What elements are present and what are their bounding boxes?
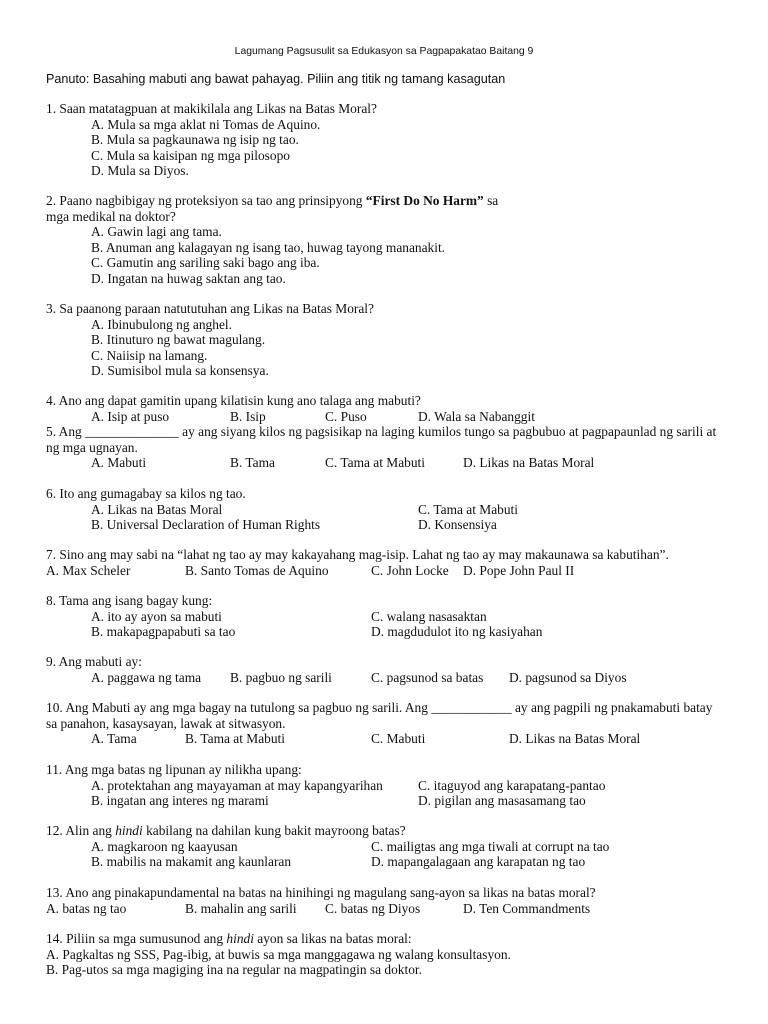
option-c: C. Naiisip na lamang. — [91, 347, 208, 363]
option-a: A. ito ay ayon sa mabuti — [91, 608, 222, 624]
question-text: 12. Alin ang hindi kabilang na dahilan kung bakit mayroong batas? — [46, 823, 406, 838]
question-8 — [46, 593, 726, 640]
option-b: B. pagbuo ng sarili — [230, 669, 332, 685]
option-c: C. Gamutin ang sariling saki bago ang iba. — [91, 255, 320, 270]
option-a: A. magkaroon ng kaayusan — [91, 838, 238, 854]
option-d: D. Sumisibol mula sa konsensya. — [91, 363, 269, 378]
option-d: D. Likas na Batas Moral — [509, 731, 641, 746]
instructions: Panuto: Basahing mabuti ang bawat pahayag. Piliin ang titik ng tamang kasagutan — [46, 72, 506, 86]
option-d: D. Pope John Paul II — [463, 562, 575, 578]
option-b: B. Itinuturo ng bawat magulang. — [91, 332, 266, 347]
emphasis-hindi: hindi — [115, 823, 143, 838]
question-text: 13. Ano ang pinakapundamental na batas na hinihingi ng magulang sang-ayon sa likas na batas moral? — [46, 885, 596, 900]
emphasis-hindi: hindi — [226, 931, 254, 946]
option-d: D. pigilan ang masasamang tao — [418, 793, 586, 808]
option-d: D. magdudulot ito ng kasiyahan — [371, 624, 543, 639]
question-text: 5. Ang ______________ ay ang siyang kilos ng pagsisikap na laging kumilos tungo sa pagbubuo at pagpapaunlad ng sarili at ng mga ugnayan. — [46, 424, 717, 455]
question-3 — [46, 301, 726, 379]
question-text: 1. Saan matatagpuan at makikilala ang Likas na Batas Moral? — [46, 101, 377, 116]
question-text: 2. Paano nagbibigay ng proteksiyon sa tao ang prinsipyong “First Do No Harm” sa — [46, 193, 499, 208]
option-d: D. Likas na Batas Moral — [463, 455, 595, 470]
option-b: B. mabilis na makamit ang kaunlaran — [91, 854, 292, 869]
question-6 — [46, 486, 726, 533]
question-10 — [46, 700, 726, 747]
option-d: D. Ten Commandments — [463, 900, 591, 916]
option-b: B. Anuman ang kalagayan ng isang tao, huwag tayong mananakit. — [91, 239, 446, 255]
option-c: C. batas ng Diyos — [325, 900, 421, 916]
question-text: 11. Ang mga batas ng lipunan ay nilikha upang: — [46, 762, 302, 777]
option-d: D. pagsunod sa Diyos — [509, 669, 627, 685]
option-a: A. Isip at puso — [91, 408, 170, 424]
option-b: B. Universal Declaration of Human Rights — [91, 517, 321, 532]
option-a: A. protektahan ang mayayaman at may kapangyarihan — [91, 777, 383, 793]
document-title: Lagumang Pagsusulit sa Edukasyon sa Pagpapakatao Baitang 9 — [234, 46, 534, 57]
option-a: A. paggawa ng tama — [91, 669, 202, 685]
question-text-continued: mga medikal na doktor? — [46, 208, 176, 224]
option-c: C. mailigtas ang mga tiwali at corrupt na tao — [371, 838, 610, 854]
question-13 — [46, 885, 726, 916]
question-12 — [46, 823, 726, 870]
option-b: B. Santo Tomas de Aquino — [185, 562, 329, 578]
option-a: A. Likas na Batas Moral — [91, 501, 223, 517]
option-d: D. Konsensiya — [418, 517, 497, 532]
option-a: A. batas ng tao — [46, 900, 127, 916]
question-9 — [46, 654, 726, 685]
question-text: 4. Ano ang dapat gamitin upang kilatisin kung ano talaga ang mabuti? — [46, 393, 421, 408]
option-b: B. Tama at Mabuti — [185, 731, 285, 746]
question-7 — [46, 547, 726, 578]
question-text: 6. Ito ang gumagabay sa kilos ng tao. — [46, 486, 246, 501]
question-5 — [46, 424, 726, 471]
principle-quote: “First Do No Harm” — [365, 193, 484, 208]
question-text: 8. Tama ang isang bagay kung: — [46, 593, 213, 608]
question-1 — [46, 101, 726, 179]
option-c: C. itaguyod ang karapatang-pantao — [418, 777, 606, 793]
option-b: B. mahalin ang sarili — [185, 900, 297, 916]
option-c: C. Puso — [325, 408, 367, 424]
question-text: 3. Sa paanong paraan natututuhan ang Likas na Batas Moral? — [46, 301, 374, 316]
option-d: D. Mula sa Diyos. — [91, 163, 189, 178]
option-a: A. Gawin lagi ang tama. — [91, 224, 222, 239]
question-text: 10. Ang Mabuti ay ang mga bagay na tutulong sa pagbuo ng sarili. Ang ____________ ay ang pagpili ng pnakamabuti batay sa panahon, kasaysayan, lawak at sitwasyon. — [46, 700, 713, 731]
option-b: B. Tama — [230, 455, 275, 470]
option-c: C. Mabuti — [371, 731, 426, 746]
option-a: A. Ibinubulong ng anghel. — [91, 316, 232, 332]
question-14 — [46, 931, 726, 978]
option-a: A. Mula sa mga aklat ni Tomas de Aquino. — [91, 116, 321, 132]
option-d: D. Wala sa Nabanggit — [418, 408, 535, 424]
option-b: B. Mula sa pagkaunawa ng isip ng tao. — [91, 132, 299, 147]
option-a: A. Mabuti — [91, 455, 147, 470]
question-11 — [46, 762, 726, 809]
option-d: D. Ingatan na huwag saktan ang tao. — [91, 270, 286, 286]
question-4 — [46, 393, 726, 424]
option-a: A. Pagkaltas ng SSS, Pag-ibig, at buwis sa mga manggagawa ng walang konsultasyon. — [46, 946, 511, 962]
option-b: B. makapagpapabuti sa tao — [91, 624, 236, 639]
option-c: C. John Locke — [371, 562, 449, 578]
option-c: C. Tama at Mabuti — [325, 455, 425, 470]
question-text: 14. Piliin sa mga sumusunod ang hindi ayon sa likas na batas moral: — [46, 931, 412, 946]
question-text: 9. Ang mabuti ay: — [46, 654, 142, 669]
option-c: C. Tama at Mabuti — [418, 501, 518, 517]
option-b: B. Pag-utos sa mga magiging ina na regular na magpatingin sa doktor. — [46, 962, 422, 977]
option-c: C. walang nasasaktan — [371, 608, 487, 624]
option-a: A. Tama — [91, 731, 137, 746]
question-2 — [46, 193, 726, 286]
question-text: 7. Sino ang may sabi na “lahat ng tao ay may kakayahang mag-isip. Lahat ng tao ay may makaunawa sa kabutihan”. — [46, 547, 669, 562]
option-a: A. Max Scheler — [46, 562, 131, 578]
option-d: D. mapangalagaan ang karapatan ng tao — [371, 854, 586, 869]
option-c: C. Mula sa kaisipan ng mga pilosopo — [91, 147, 290, 163]
option-b: B. ingatan ang interes ng marami — [91, 793, 269, 808]
option-b: B. Isip — [230, 408, 266, 424]
option-c: C. pagsunod sa batas — [371, 669, 484, 685]
